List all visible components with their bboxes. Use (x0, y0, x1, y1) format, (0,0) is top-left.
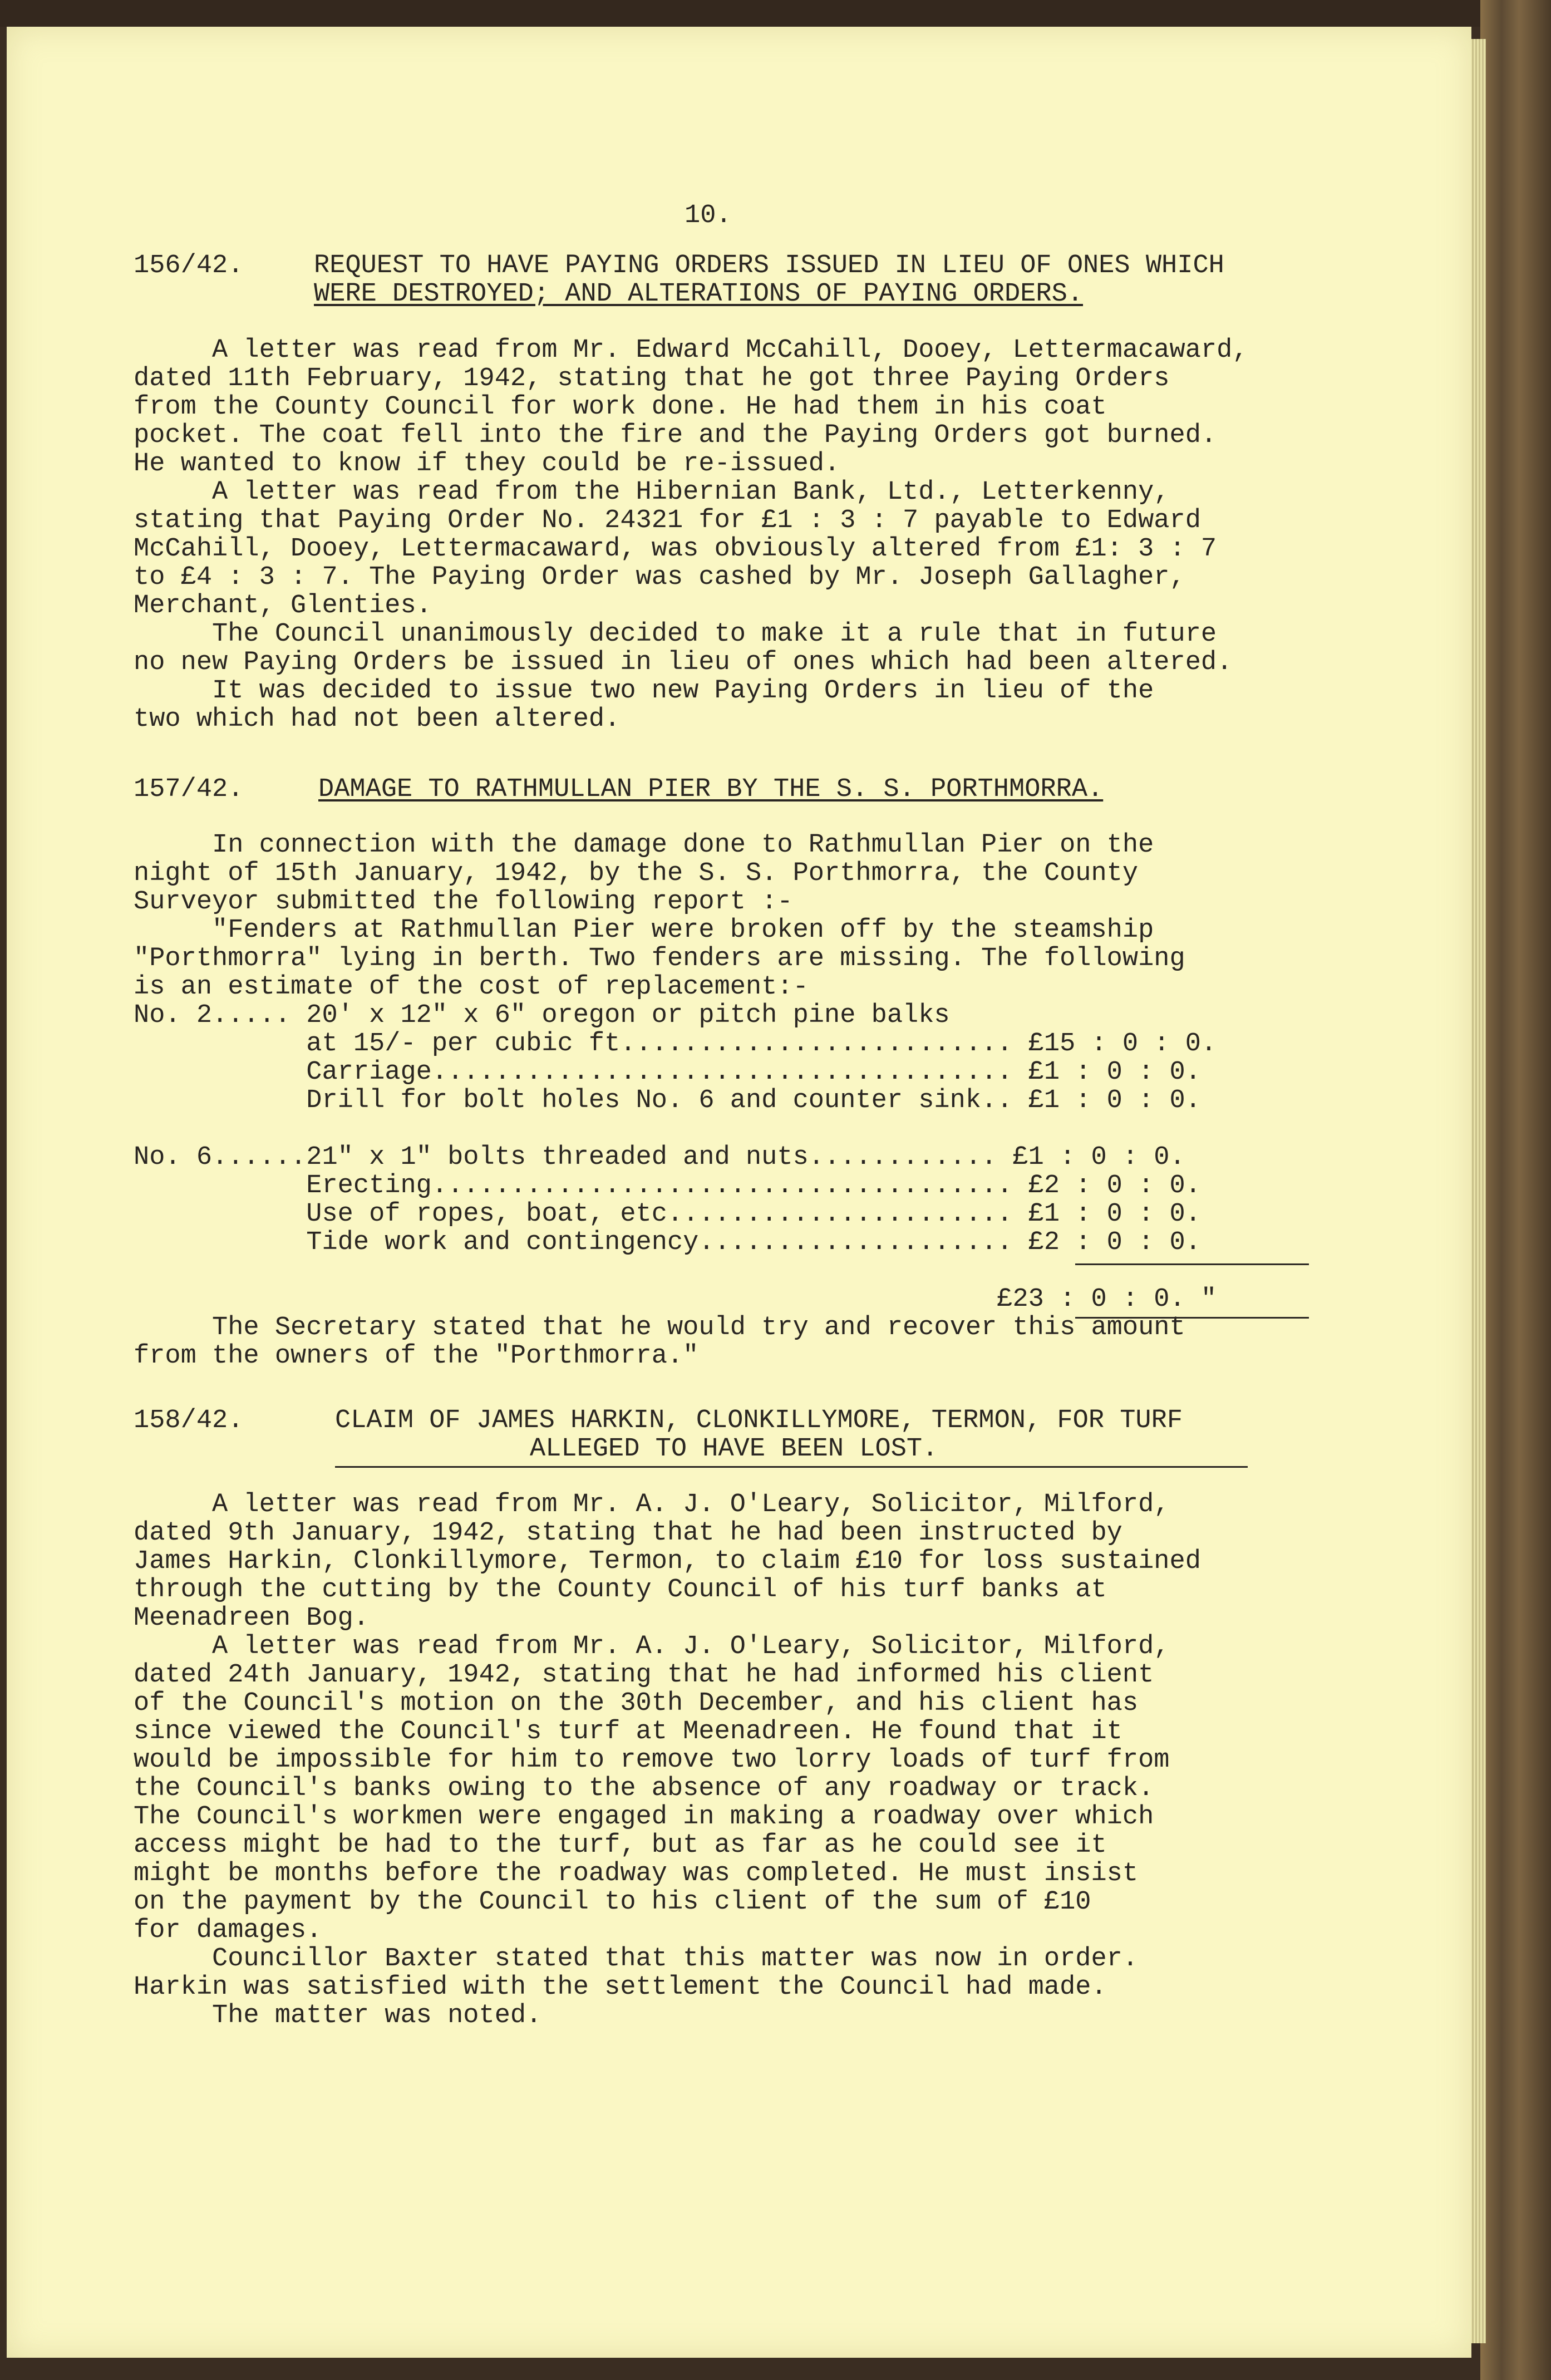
heading-158-line-2: ALLEGED TO HAVE BEEN LOST. (530, 1434, 938, 1464)
document-page (7, 27, 1471, 2358)
body-line: Harkin was satisfied with the settlement the Council had made. (134, 1973, 1107, 2002)
total-rule-top (1075, 1263, 1309, 1265)
estimate-line: No. 2..... 20' x 12" x 6" oregon or pitch pine balks (134, 1001, 950, 1030)
body-line: "Fenders at Rathmullan Pier were broken off by the steamship (134, 916, 1154, 945)
body-line: dated 11th February, 1942, stating that he got three Paying Orders (134, 364, 1170, 394)
body-line: through the cutting by the County Council of his turf banks at (134, 1575, 1107, 1605)
estimate-line: No. 6......21" x 1" bolts threaded and nuts............ £1 : 0 : 0. (134, 1143, 1185, 1172)
body-line: McCahill, Dooey, Lettermacaward, was obviously altered from £1: 3 : 7 (134, 534, 1217, 564)
body-line: two which had not been altered. (134, 705, 621, 734)
body-line: might be months before the roadway was completed. He must insist (134, 1859, 1139, 1889)
body-line: would be impossible for him to remove two lorry loads of turf from (134, 1745, 1170, 1775)
minute-ref-158: 158/42. (134, 1406, 244, 1435)
estimate-line: Erecting..................................... £2 : 0 : 0. (134, 1171, 1201, 1201)
estimate-line: Use of ropes, boat, etc...................... £1 : 0 : 0. (134, 1199, 1201, 1229)
body-line: dated 9th January, 1942, stating that he had been instructed by (134, 1518, 1122, 1548)
estimate-line: Carriage..................................... £1 : 0 : 0. (134, 1058, 1201, 1087)
body-line: The Secretary stated that he would try and recover this amount (134, 1313, 1185, 1343)
body-line: for damages. (134, 1916, 322, 1945)
body-line: The Council's workmen were engaged in making a roadway over which (134, 1802, 1154, 1832)
body-line: He wanted to know if they could be re-issued. (134, 449, 840, 479)
heading-157: DAMAGE TO RATHMULLAN PIER BY THE S. S. PORTHMORRA. (318, 775, 1104, 804)
page-text (7, 27, 1471, 2358)
estimate-line: at 15/- per cubic ft......................... £15 : 0 : 0. (134, 1029, 1217, 1059)
body-line: pocket. The coat fell into the fire and the Paying Orders got burned. (134, 421, 1217, 450)
body-line: In connection with the damage done to Rathmullan Pier on the (134, 830, 1154, 860)
body-line: from the County Council for work done. He had them in his coat (134, 392, 1107, 422)
heading-156-line-1: REQUEST TO HAVE PAYING ORDERS ISSUED IN LIEU OF ONES WHICH (314, 251, 1224, 281)
body-line: A letter was read from Mr. A. J. O'Leary, Solicitor, Milford, (134, 1490, 1170, 1520)
body-line: is an estimate of the cost of replacement:- (134, 972, 809, 1002)
body-line: stating that Paying Order No. 24321 for £1 : 3 : 7 payable to Edward (134, 506, 1201, 535)
body-line: of the Council's motion on the 30th December, and his client has (134, 1689, 1139, 1718)
body-line: Merchant, Glenties. (134, 591, 432, 621)
minute-ref-156: 156/42. (134, 251, 244, 281)
body-line: James Harkin, Clonkillymore, Termon, to claim £10 for loss sustained (134, 1547, 1201, 1576)
body-line: the Council's banks owing to the absence of any roadway or track. (134, 1774, 1154, 1803)
page-number: 10. (685, 201, 732, 230)
estimate-total: £23 : 0 : 0. " (134, 1285, 1217, 1314)
body-line: The matter was noted. (134, 2001, 542, 2030)
minute-ref-157: 157/42. (134, 775, 244, 804)
body-line: "Porthmorra" lying in berth. Two fenders are missing. The following (134, 944, 1185, 973)
body-line: to £4 : 3 : 7. The Paying Order was cashed by Mr. Joseph Gallagher, (134, 563, 1185, 592)
body-line: dated 24th January, 1942, stating that he had informed his client (134, 1660, 1154, 1690)
estimate-line: Drill for bolt holes No. 6 and counter sink.. £1 : 0 : 0. (134, 1086, 1201, 1115)
heading-158-underline (335, 1466, 1248, 1468)
body-line: Surveyor submitted the following report :- (134, 887, 793, 917)
scan-top-edge (0, 0, 1480, 27)
body-line: A letter was read from the Hibernian Bank, Ltd., Letterkenny, (134, 478, 1170, 507)
body-line: on the payment by the Council to his client of the sum of £10 (134, 1887, 1091, 1917)
body-line: A letter was read from Mr. A. J. O'Leary, Solicitor, Milford, (134, 1632, 1170, 1661)
heading-156-line-2: WERE DESTROYED; AND ALTERATIONS OF PAYING ORDERS. (314, 279, 1084, 309)
heading-158-line-1: CLAIM OF JAMES HARKIN, CLONKILLYMORE, TERMON, FOR TURF (335, 1406, 1183, 1435)
book-binding (1480, 0, 1551, 2380)
body-line: night of 15th January, 1942, by the S. S. Porthmorra, the County (134, 859, 1139, 888)
body-line: The Council unanimously decided to make it a rule that in future (134, 619, 1217, 649)
body-line: access might be had to the turf, but as far as he could see it (134, 1831, 1107, 1860)
body-line: Councillor Baxter stated that this matter was now in order. (134, 1944, 1139, 1974)
body-line: from the owners of the "Porthmorra." (134, 1341, 699, 1371)
body-line: Meenadreen Bog. (134, 1604, 370, 1633)
body-line: It was decided to issue two new Paying Orders in lieu of the (134, 676, 1154, 706)
body-line: A letter was read from Mr. Edward McCahill, Dooey, Lettermacaward, (134, 336, 1248, 365)
body-line: no new Paying Orders be issued in lieu of ones which had been altered. (134, 648, 1233, 677)
body-line: since viewed the Council's turf at Meenadreen. He found that it (134, 1717, 1122, 1747)
estimate-line: Tide work and contingency.................... £2 : 0 : 0. (134, 1228, 1201, 1257)
